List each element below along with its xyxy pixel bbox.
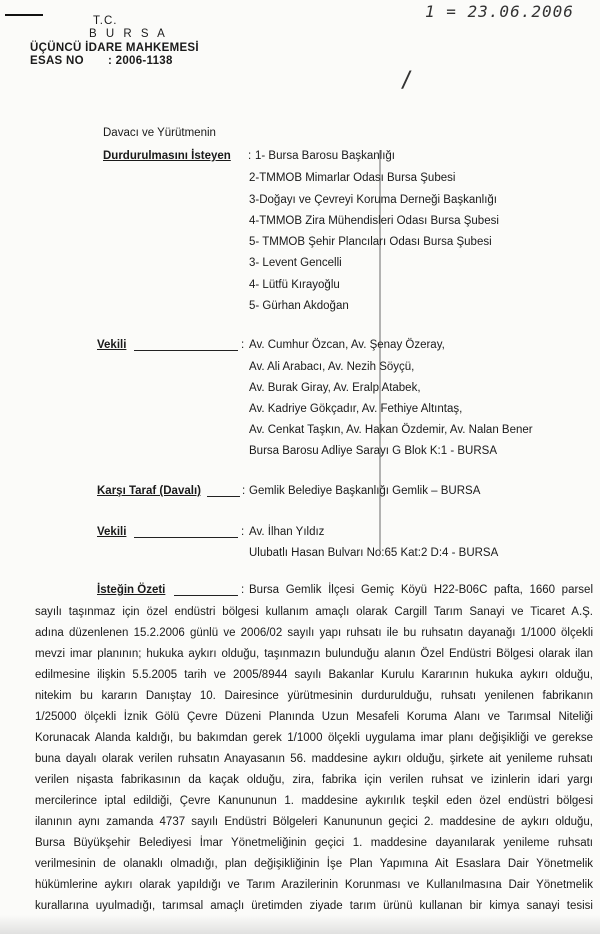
summary-line: kurallarına uyulmadığı, tarımsal amaçlı üretimden ziyade tarım ürünü kullanan bir kimya sanayi tesisi bbox=[35, 900, 593, 912]
summary-line: adına düzenlenen 15.2.2006 günlü ve 2006/02 sayılı yapı ruhsatı ile bu ruhsatın dayanağı 1/1000 ölçekli bbox=[35, 627, 593, 639]
handwritten-date: 1 = 23.06.2006 bbox=[425, 2, 574, 21]
defendant-value: Gemlik Belediye Başkanlığı Gemlik – BURSA bbox=[249, 485, 481, 497]
defendant-colon: : bbox=[242, 485, 246, 497]
plaintiff-party: 5- TMMOB Şehir Plancıları Odası Bursa Şubesi bbox=[249, 236, 492, 248]
summary-line: edilmesine ilişkin 5.5.2005 tarih ve 2005/8944 sayılı Bakanlar Kurulu Kararının hukuka aykırı olduğu, bbox=[35, 669, 593, 681]
summary-line: sayılı taşınmaz için özel endüstri bölgesi kullanım amaçlı olarak Cargill Tarım Sanayi ve Ticaret A.Ş. bbox=[35, 606, 593, 618]
defendant-underline bbox=[207, 496, 240, 497]
header-tc: T.C. bbox=[93, 15, 118, 27]
summary-line: ilanının aynı zamanda 4737 sayılı Endüstri Bölgeleri Kanununun geçici 2. maddesine de aykırı olduğu, bbox=[35, 816, 593, 828]
summary-colon: : bbox=[241, 584, 245, 596]
counsel-colon: : bbox=[241, 339, 245, 351]
plaintiff-party: 4-TMMOB Zira Mühendisleri Odası Bursa Şubesi bbox=[249, 215, 499, 227]
counsel-line: Av. Kadriye Gökçadır, Av. Fethiye Altıntaş, bbox=[249, 403, 463, 415]
plaintiff-party: 1- Bursa Barosu Başkanlığı bbox=[255, 150, 395, 162]
defendant-counsel-colon: : bbox=[241, 526, 245, 538]
counsel-line: Bursa Barosu Adliye Sarayı G Blok K:1 - BURSA bbox=[249, 445, 497, 457]
plaintiff-party: 5- Gürhan Akdoğan bbox=[249, 300, 349, 312]
request-label: Durdurulmasını İsteyen bbox=[103, 150, 231, 162]
summary-line: buna dayalı olarak verilen ruhsatın Anayasanın 56. maddesine aykırı olduğu, şirkete ait yenileme ruhsatı bbox=[35, 753, 593, 765]
counsel-underline bbox=[134, 350, 238, 351]
header-city: B U R S A bbox=[89, 28, 168, 40]
summary-label: İsteğin Özeti bbox=[97, 584, 166, 596]
request-colon: : bbox=[248, 150, 252, 162]
summary-line: verilmesinin de olanaklı olmadığı, plan değişikliğinin İşe Plan Yapımına Ait Esaslara Dair Yönetmelik bbox=[35, 858, 593, 870]
defendant-label: Karşı Taraf (Davalı) bbox=[97, 485, 201, 497]
summary-line: mercilerince iptal edildiği, Çevre Kanununun 1. maddesine aykırılık teşkil eden özel endüstri bölgesi bbox=[35, 795, 593, 807]
defendant-counsel-underline bbox=[134, 537, 238, 538]
plaintiff-party: 3- Levent Gencelli bbox=[249, 257, 342, 269]
summary-line: verilen nişasta fabrikasının da kaçak olduğu, zira, fabrika için verilen ruhsat ve izinlerin idari yargı bbox=[35, 774, 593, 786]
esas-label: ESAS NO bbox=[30, 55, 84, 67]
counsel-label: Vekili bbox=[97, 339, 127, 351]
summary-first-line: Bursa Gemlik İlçesi Gemiç Köyü H22-B06C pafta, 1660 parsel bbox=[249, 584, 593, 596]
plaintiff-party: 4- Lütfü Kırayoğlu bbox=[249, 279, 340, 291]
summary-line: nitekim bu kararın Danıştay 10. Dairesince yürütmesinin durdurulduğu, ruhsatı yenilenen fabrikanın bbox=[35, 690, 593, 702]
counsel-line: Av. Cenkat Taşkın, Av. Hakan Özdemir, Av. Nalan Bener bbox=[249, 424, 533, 436]
top-left-dash bbox=[5, 14, 43, 16]
handwritten-margin-mark: / bbox=[400, 68, 414, 93]
counsel-line: Av. Cumhur Özcan, Av. Şenay Özeray, bbox=[249, 339, 445, 351]
defendant-counsel-address: Ulubatlı Hasan Bulvarı No:65 Kat:2 D:4 - BURSA bbox=[249, 547, 499, 559]
summary-line: Korunacak Alanda kaldığı, bu bakımdan gerek 1/1000 ölçekli uygulama imar planı değişikliği ve gerekse bbox=[35, 732, 593, 744]
summary-line: Bursa Büyükşehir Belediyesi İmar Yönetmeliğinin geçici 1. maddesine dayanılarak yenileme ruhsatı bbox=[35, 837, 593, 849]
counsel-line: Av. Ali Arabacı, Av. Nezih Söyçü, bbox=[249, 361, 415, 373]
summary-line: hükümlerine aykırı olarak yapıldığı ve Tarım Arazilerinin Korunması ve Kullanılmasına Dair Yönetmelik bbox=[35, 879, 593, 891]
summary-underline bbox=[174, 595, 238, 596]
plaintiff-intro: Davacı ve Yürütmenin bbox=[103, 127, 216, 139]
esas-value: : 2006-1138 bbox=[108, 55, 173, 67]
scan-bottom-smudge bbox=[0, 915, 600, 934]
scan-artifact-line bbox=[379, 150, 381, 550]
summary-line: 1/25000 ölçekli İznik Gölü Çevre Düzeni Planında Uzun Mesafeli Koruma Alanı ve Tarımsal Niteliği bbox=[35, 711, 593, 723]
court-name: ÜÇÜNCÜ İDARE MAHKEMESİ bbox=[30, 42, 199, 54]
plaintiff-party: 3-Doğayı ve Çevreyi Koruma Derneği Başkanlığı bbox=[249, 194, 498, 206]
plaintiff-party: 2-TMMOB Mimarlar Odası Bursa Şubesi bbox=[249, 172, 456, 184]
defendant-counsel-name: Av. İlhan Yıldız bbox=[249, 526, 325, 538]
summary-line: mevzi imar planının; hukuka aykırı olduğu, taşınmazın bulunduğu alanın Özel Endüstri Bölgesi olarak ilan bbox=[35, 648, 593, 660]
counsel-line: Av. Burak Giray, Av. Eralp Atabek, bbox=[249, 382, 421, 394]
defendant-counsel-label: Vekili bbox=[97, 526, 127, 538]
